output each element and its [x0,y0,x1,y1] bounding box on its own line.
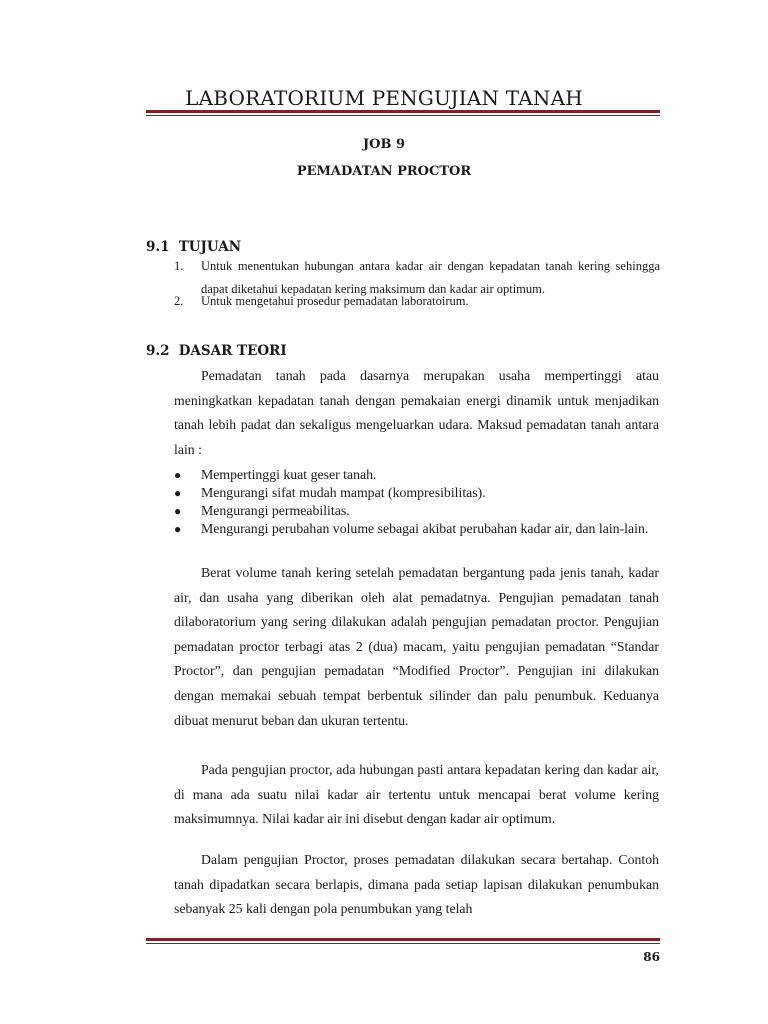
bullet-icon: ● [174,522,182,536]
paragraph-text: Dalam pengujian Proctor, proses pemadatan dilakukan secara bertahap. Contoh tanah dipadatkan secara berlapis, dimana pada setiap lapisan dilakukan penumbukan sebanyak 25 kali dengan pola penumbukan yang telah [174,852,659,917]
section-heading-tujuan [146,239,241,255]
page-number: 86 [643,950,660,964]
bullet-text: Mengurangi sifat mudah mampat (kompresibilitas). [201,485,486,500]
bullet-icon: ● [174,468,182,482]
page-header-title: LABORATORIUM PENGUJIAN TANAH [185,86,583,110]
paragraph [174,848,659,922]
job-number: JOB 9 [362,137,406,152]
footer-rule-thick [146,938,660,941]
bullet-item [174,484,659,502]
section-title: DASAR TEORI [178,343,287,359]
header-rule-thin [146,115,660,116]
paragraph [174,758,659,832]
footer-rule-thin [146,943,660,944]
paragraph-text: Berat volume tanah kering setelah pemadatan bergantung pada jenis tanah, kadar air, dan usaha yang diberikan oleh alat pemadatnya. Pengujian pemadatan tanah dilaboratorium yang sering dilakukan adalah pengujian pemadatan proctor. Pengujian pemadatan proctor terbagi atas 2 (dua) macam, yaitu pengujian pemadatan “Standar Proctor”, dan pengujian pemadatan “Modified Proctor”. Pengujian ini dilakukan dengan memakai sebuah tempat berbentuk silinder dan palu penumbuk. Keduanya dibuat menurut beban dan ukuran tertentu. [174,565,659,728]
paragraph [174,364,659,462]
list-item [174,293,660,309]
paragraph-text: Pemadatan tanah pada dasarnya merupakan usaha mempertinggi atau meningkatkan kepadatan tanah dengan pemakaian energi dinamik untuk menjadikan tanah lebih padat dan sekaligus mengeluarkan udara. Maksud pemadatan tanah antara lain : [174,368,659,457]
section-title: TUJUAN [178,239,242,255]
paragraph [174,561,659,733]
header-rule-thick [146,110,660,113]
bullet-text: Mengurangi permeabilitas. [201,503,350,518]
paragraph-text: Pada pengujian proctor, ada hubungan pasti antara kepadatan kering dan kadar air, di mana ada suatu nilai kadar air tertentu untuk mencapai berat volume kering maksimumnya. Nilai kadar air ini disebut dengan kadar air optimum. [174,762,659,827]
footer-rule [146,938,660,944]
bullet-text: Mempertinggi kuat geser tanah. [201,467,377,482]
list-item-number: 2. [174,294,184,308]
bullet-text: Mengurangi perubahan volume sebagai akibat perubahan kadar air, dan lain-lain. [201,521,649,536]
list-item-number: 1. [174,259,184,273]
bullet-item [174,466,659,484]
section-number: 9.2 [146,343,170,359]
list-item-text: Untuk mengetahui prosedur pemadatan laboratoirum. [201,294,469,308]
job-title: PEMADATAN PROCTOR [296,164,472,179]
bullet-icon: ● [174,504,182,518]
bullet-icon: ● [174,486,182,500]
bullet-list [174,466,659,541]
list-item-text: Untuk menentukan hubungan antara kadar air dengan kepadatan tanah kering sehingga dapat diketahui kepadatan kering maksimum dan kadar air optimum. [201,259,660,296]
section-number: 9.1 [146,239,170,255]
bullet-item [174,517,659,541]
section-heading-dasar-teori [146,343,287,359]
header-rule [146,110,660,116]
